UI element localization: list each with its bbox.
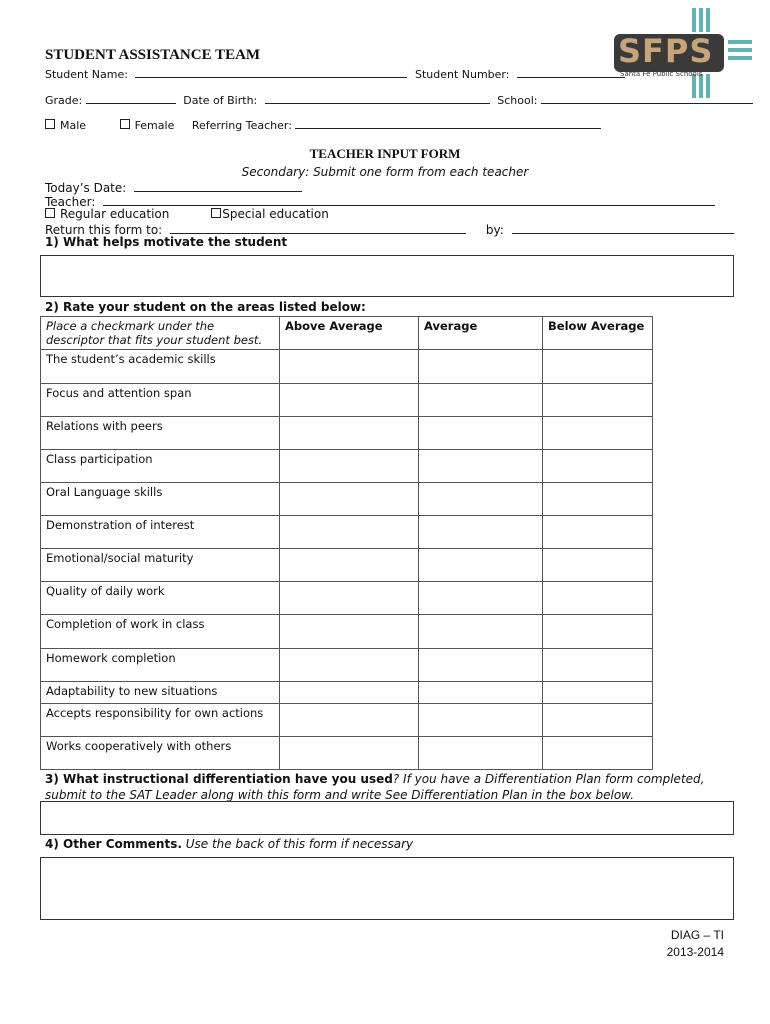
student-name-field[interactable] (135, 65, 407, 78)
table-row (41, 384, 653, 417)
rating-row-label: Completion of work in class (41, 615, 280, 649)
section4-text (45, 837, 413, 851)
student-name-label: Student Name: (45, 68, 128, 81)
rating-cell-above-average[interactable] (280, 737, 419, 770)
by-date-field[interactable] (512, 221, 734, 234)
rating-row-label: Works cooperatively with others (41, 737, 280, 770)
section4-note: Use the back of this form if necessary (185, 837, 414, 851)
rating-cell-average[interactable] (419, 549, 543, 582)
rating-row-label: Accepts responsibility for own actions (41, 704, 280, 737)
rating-cell-average[interactable] (419, 682, 543, 704)
section3-text (45, 771, 735, 803)
table-row (41, 549, 653, 582)
school-field[interactable] (541, 91, 753, 104)
student-number-field[interactable] (517, 65, 625, 78)
section4-heading: 4) Other Comments. (45, 837, 182, 851)
female-label: Female (134, 119, 175, 132)
rating-cell-average[interactable] (419, 384, 543, 417)
rating-row-label: Quality of daily work (41, 582, 280, 615)
rating-header-row (41, 317, 653, 350)
rating-cell-average[interactable] (419, 704, 543, 737)
by-label: by: (485, 223, 504, 237)
page-title: STUDENT ASSISTANCE TEAM (45, 47, 261, 63)
section2-heading: 2) Rate your student on the areas listed below: (45, 300, 366, 314)
table-row (41, 516, 653, 549)
rating-cell-above-average[interactable] (280, 417, 419, 450)
rating-cell-below-average[interactable] (543, 450, 653, 483)
rating-cell-above-average[interactable] (280, 549, 419, 582)
comments-textbox[interactable] (40, 857, 734, 920)
table-row (41, 649, 653, 682)
rating-cell-average[interactable] (419, 582, 543, 615)
rating-cell-average[interactable] (419, 350, 543, 384)
return-to-field[interactable] (170, 221, 466, 234)
rating-cell-average[interactable] (419, 615, 543, 649)
rating-cell-below-average[interactable] (543, 384, 653, 417)
table-row (41, 737, 653, 770)
rating-cell-average[interactable] (419, 483, 543, 516)
referring-teacher-label: Referring Teacher: (191, 119, 292, 132)
rating-cell-above-average[interactable] (280, 350, 419, 384)
table-row (41, 483, 653, 516)
rating-cell-above-average[interactable] (280, 582, 419, 615)
differentiation-textbox[interactable] (40, 801, 734, 835)
section3-note: ? If you have a Differentiation Plan form completed, submit to the SAT Leader along with this form and write See Differentiation Plan in the box below. (45, 772, 705, 802)
rating-cell-above-average[interactable] (280, 516, 419, 549)
rating-cell-below-average[interactable] (543, 682, 653, 704)
grade-label: Grade: (45, 94, 83, 107)
rating-row-label: Adaptability to new situations (41, 682, 280, 704)
motivation-textbox[interactable] (40, 255, 734, 297)
referring-teacher-field[interactable] (295, 116, 601, 129)
rating-cell-above-average[interactable] (280, 450, 419, 483)
teacher-label: Teacher: (45, 195, 96, 209)
grade-field[interactable] (86, 91, 176, 104)
student-number-label: Student Number: (414, 68, 510, 81)
rating-instruction: Place a checkmark under the descriptor that fits your student best. (41, 317, 280, 350)
section1-heading: 1) What helps motivate the student (45, 235, 288, 249)
table-row (41, 417, 653, 450)
rating-cell-average[interactable] (419, 737, 543, 770)
table-row (41, 682, 653, 704)
rating-table (40, 316, 653, 770)
rating-cell-below-average[interactable] (543, 483, 653, 516)
rating-row-label: Demonstration of interest (41, 516, 280, 549)
todays-date-label: Today’s Date: (45, 181, 127, 195)
rating-row-label: The student’s academic skills (41, 350, 280, 384)
section3-heading: 3) What instructional differentiation have you used (45, 772, 393, 786)
rating-cell-below-average[interactable] (543, 549, 653, 582)
todays-date-field[interactable] (134, 179, 302, 192)
rating-cell-average[interactable] (419, 450, 543, 483)
dob-label: Date of Birth: (183, 94, 258, 107)
regular-ed-label: Regular education (60, 207, 170, 221)
rating-cell-average[interactable] (419, 649, 543, 682)
rating-cell-below-average[interactable] (543, 649, 653, 682)
logo-subtitle: Santa Fe Public Schools (620, 70, 703, 78)
school-label: School: (497, 94, 538, 107)
rating-cell-below-average[interactable] (543, 417, 653, 450)
gender-row (45, 116, 601, 132)
male-label: Male (60, 119, 87, 132)
rating-row-label: Class participation (41, 450, 280, 483)
col-above-average: Above Average (280, 317, 419, 350)
rating-cell-below-average[interactable] (543, 704, 653, 737)
footer-code: DIAG – TI (670, 928, 724, 942)
table-row (41, 704, 653, 737)
rating-cell-above-average[interactable] (280, 649, 419, 682)
return-label: Return this form to: (45, 223, 163, 237)
regular-ed-checkbox[interactable] (45, 208, 55, 218)
rating-cell-above-average[interactable] (280, 615, 419, 649)
rating-cell-below-average[interactable] (543, 350, 653, 384)
rating-row-label: Focus and attention span (41, 384, 280, 417)
male-checkbox[interactable] (45, 119, 55, 129)
rating-cell-above-average[interactable] (280, 704, 419, 737)
student-name-row (45, 65, 625, 81)
dob-field[interactable] (265, 91, 490, 104)
grade-row (45, 91, 753, 107)
table-row (41, 582, 653, 615)
table-row (41, 350, 653, 384)
table-row (41, 615, 653, 649)
rating-row-label: Oral Language skills (41, 483, 280, 516)
logo-letters: SFPS (618, 32, 714, 70)
female-checkbox[interactable] (120, 119, 130, 129)
special-ed-label: Special education (222, 207, 329, 221)
rating-cell-average[interactable] (419, 417, 543, 450)
rating-cell-above-average[interactable] (280, 682, 419, 704)
col-average: Average (419, 317, 543, 350)
rating-cell-below-average[interactable] (543, 582, 653, 615)
rating-cell-below-average[interactable] (543, 516, 653, 549)
rating-row-label: Emotional/social maturity (41, 549, 280, 582)
rating-cell-below-average[interactable] (543, 615, 653, 649)
rating-cell-below-average[interactable] (543, 737, 653, 770)
rating-cell-above-average[interactable] (280, 384, 419, 417)
rating-row-label: Homework completion (41, 649, 280, 682)
rating-cell-above-average[interactable] (280, 483, 419, 516)
form-title: TEACHER INPUT FORM (309, 146, 461, 161)
col-below-average: Below Average (543, 317, 653, 350)
table-row (41, 450, 653, 483)
teacher-field[interactable] (103, 193, 715, 206)
special-ed-checkbox[interactable] (211, 208, 221, 218)
rating-cell-average[interactable] (419, 516, 543, 549)
footer-year: 2013-2014 (666, 945, 724, 959)
rating-row-label: Relations with peers (41, 417, 280, 450)
education-row (45, 207, 329, 221)
sfps-logo (610, 8, 760, 98)
form-subtitle: Secondary: Submit one form from each teacher (241, 165, 529, 179)
